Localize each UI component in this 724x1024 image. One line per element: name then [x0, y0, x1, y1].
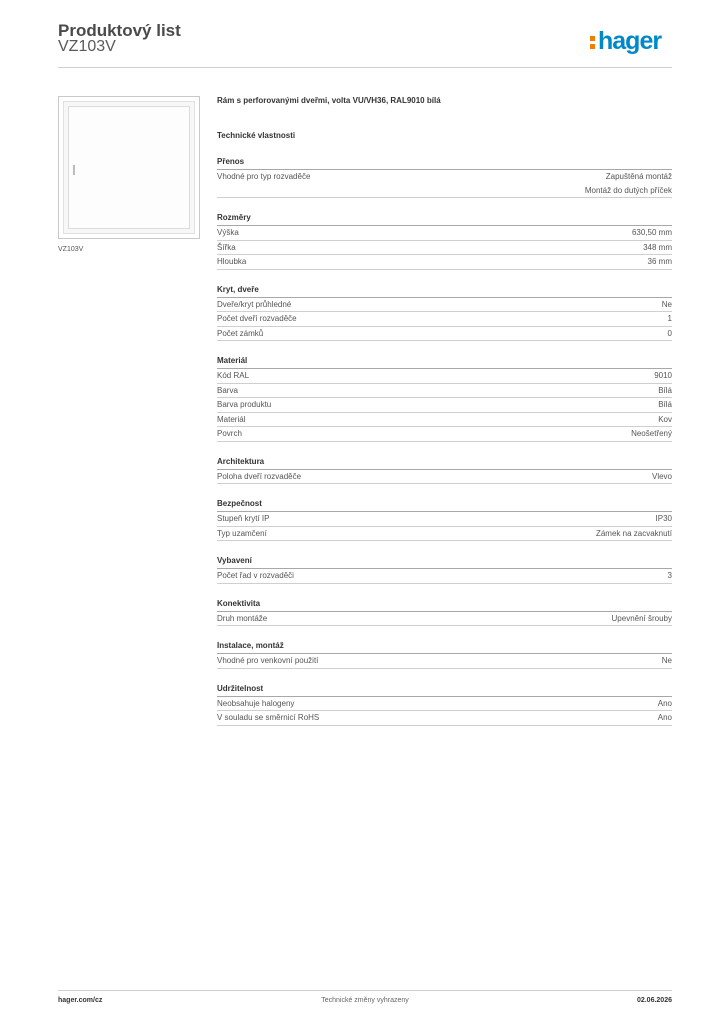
spec-value-line: Zapuštěná montáž	[605, 172, 672, 181]
spec-value	[652, 470, 672, 484]
panel-frame	[63, 101, 195, 234]
spec-value-line: Vlevo	[651, 471, 672, 481]
footer-date: 02.06.2026	[636, 997, 672, 1004]
spec-label: Počet dveří rozvaděče	[217, 314, 297, 323]
spec-section	[217, 598, 672, 627]
spec-value-line: 3	[667, 571, 672, 580]
spec-value	[596, 527, 672, 541]
spec-value-line: 1	[667, 314, 672, 323]
spec-row	[217, 327, 672, 342]
spec-value-line: Ne	[661, 656, 672, 665]
footer-notice: Technické změny vyhrazeny	[321, 997, 409, 1004]
spec-label: Neobsahuje halogeny	[217, 698, 295, 708]
spec-label: Barva	[217, 385, 238, 395]
footer-divider	[58, 990, 672, 991]
spec-row	[217, 569, 672, 584]
spec-label: Barva produktu	[217, 400, 272, 409]
spec-label: Kód RAL	[217, 371, 250, 380]
spec-label: Druh montáže	[217, 613, 268, 623]
spec-row	[217, 369, 672, 384]
spec-label: Typ uzamčení	[217, 528, 267, 538]
spec-row	[217, 255, 672, 270]
spec-value	[632, 226, 672, 240]
spec-row	[217, 612, 672, 627]
spec-value-line: IP30	[655, 514, 672, 523]
spec-value-line: Bílá	[658, 400, 672, 409]
spec-row	[217, 470, 672, 485]
section-title: Vybavení	[217, 555, 672, 569]
section-title: Bezpečnost	[217, 498, 672, 512]
spec-label: V souladu se směrnicí RoHS	[217, 713, 320, 722]
spec-value	[658, 398, 672, 412]
section-title: Rozměry	[217, 212, 672, 226]
spec-value-line: Montáž do dutých příček	[584, 185, 672, 195]
hager-logo[interactable]	[590, 28, 672, 56]
spec-row	[217, 170, 672, 198]
header-divider	[58, 67, 672, 68]
spec-label: Poloha dveří rozvaděče	[217, 471, 302, 481]
spec-value	[631, 427, 672, 441]
spec-value-line: Zámek na zacvaknutí	[595, 528, 672, 538]
spec-value	[658, 384, 672, 398]
spec-row	[217, 427, 672, 442]
spec-value	[668, 312, 672, 326]
product-image	[58, 96, 200, 239]
spec-label: Počet zámků	[217, 328, 264, 338]
spec-value	[612, 612, 672, 626]
spec-value	[662, 298, 672, 312]
spec-value-line: 348 mm	[643, 242, 672, 252]
spec-row	[217, 298, 672, 313]
spec-value	[658, 697, 672, 711]
spec-value	[648, 255, 672, 269]
spec-value	[658, 413, 672, 427]
spec-value	[585, 170, 672, 197]
section-title: Instalace, montáž	[217, 640, 672, 654]
section-title: Materiál	[217, 355, 672, 369]
section-title: Architektura	[217, 456, 672, 470]
product-details	[217, 94, 672, 726]
spec-value	[668, 327, 672, 341]
spec-row	[217, 398, 672, 413]
spec-section	[217, 212, 672, 270]
page-title: Produktový list	[58, 21, 181, 40]
section-title: Přenos	[217, 156, 672, 170]
spec-label: Dveře/kryt průhledné	[217, 299, 292, 309]
spec-value	[643, 241, 672, 255]
panel-door	[68, 106, 190, 229]
product-code: VZ103V	[58, 38, 116, 55]
product-description: Rám s perforovanými dveřmi, volta VU/VH36, RAL9010 bílá	[217, 96, 441, 105]
spec-value-line: Ano	[657, 713, 672, 722]
spec-label: Počet řad v rozvaděči	[217, 571, 294, 580]
spec-label: Výška	[217, 228, 239, 237]
section-title: Udržitelnost	[217, 683, 672, 697]
logo-dot-icon	[590, 36, 595, 41]
spec-row	[217, 384, 672, 399]
spec-value-line: 0	[667, 328, 672, 338]
spec-label: Hloubka	[217, 257, 247, 266]
section-title: Konektivita	[217, 598, 672, 612]
spec-label: Stupeň krytí IP	[217, 514, 270, 523]
spec-value-line: Neošetřený	[631, 429, 672, 438]
spec-value	[668, 569, 672, 583]
spec-section	[217, 683, 672, 726]
spec-section	[217, 284, 672, 342]
spec-value-line: 630,50 mm	[631, 228, 672, 237]
section-title: Kryt, dveře	[217, 284, 672, 298]
spec-value	[658, 711, 672, 725]
spec-value-line: 9010	[654, 371, 672, 380]
spec-section	[217, 355, 672, 442]
spec-section	[217, 156, 672, 198]
spec-label: Šířka	[217, 242, 236, 252]
spec-row	[217, 697, 672, 712]
page-header	[58, 20, 672, 70]
spec-value-line: Ano	[657, 698, 672, 708]
spec-row	[217, 711, 672, 726]
spec-row	[217, 527, 672, 542]
spec-section	[217, 555, 672, 584]
spec-row	[217, 312, 672, 327]
door-handle-icon	[73, 165, 75, 175]
spec-value-line: Ne	[661, 299, 672, 309]
spec-value-line: 36 mm	[647, 257, 672, 266]
spec-value-line: Bílá	[658, 385, 672, 395]
footer-website[interactable]: hager.com/cz	[58, 997, 103, 1004]
spec-row	[217, 512, 672, 527]
spec-value	[654, 369, 672, 383]
spec-section	[217, 640, 672, 669]
spec-label: Vhodné pro typ rozvaděče	[217, 172, 311, 181]
spec-label: Povrch	[217, 429, 242, 438]
spec-value	[656, 512, 672, 526]
image-caption: VZ103V	[58, 246, 84, 253]
spec-section	[217, 498, 672, 541]
technical-heading: Technické vlastnosti	[217, 131, 296, 140]
spec-value-line: Kov	[658, 414, 672, 424]
spec-label: Materiál	[217, 414, 246, 424]
spec-row	[217, 413, 672, 428]
spec-sections	[217, 156, 672, 726]
spec-row	[217, 226, 672, 241]
logo-dot-icon	[590, 44, 595, 49]
spec-section	[217, 456, 672, 485]
spec-value-line: Upevnění šrouby	[611, 613, 672, 623]
spec-label: Vhodné pro venkovní použití	[217, 656, 319, 665]
spec-row	[217, 241, 672, 256]
spec-value	[662, 654, 672, 668]
logo-text: hager	[598, 27, 662, 55]
spec-row	[217, 654, 672, 669]
